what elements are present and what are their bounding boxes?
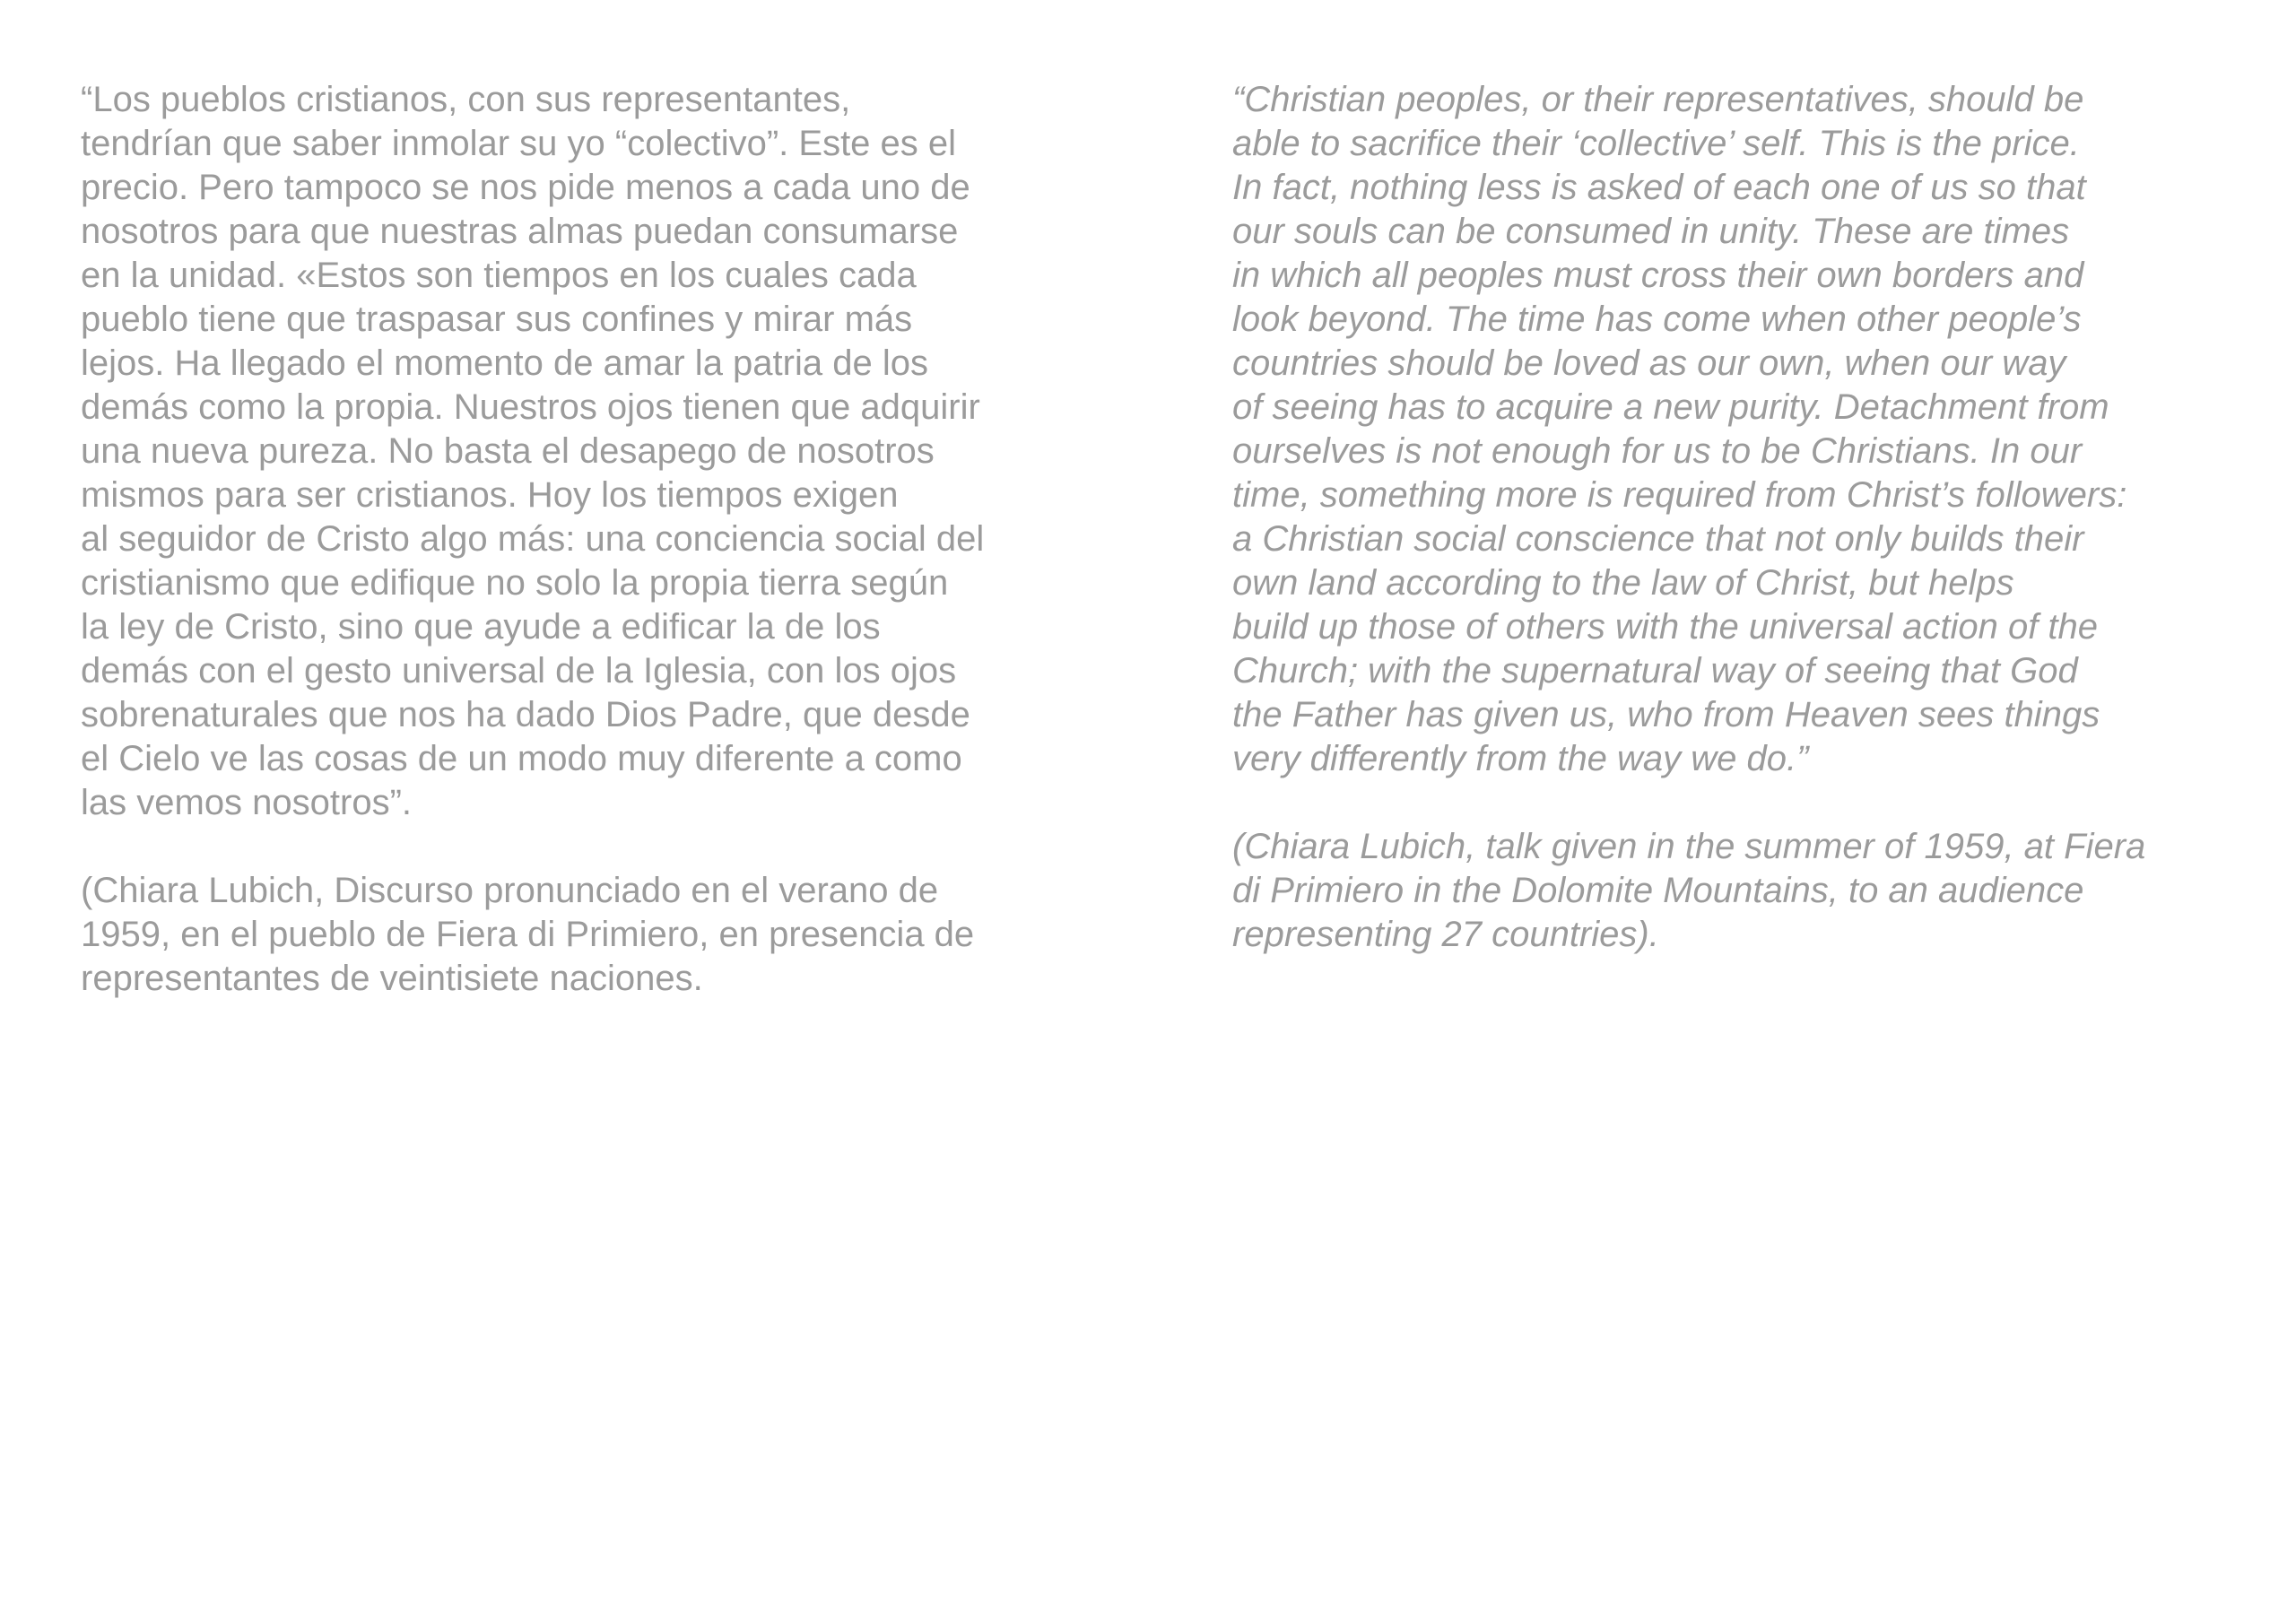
english-quote xyxy=(1232,78,2291,781)
text-line: look beyond. The time has come when other people’s xyxy=(1232,300,2082,339)
text-line: “Christian peoples, or their representatives, should be xyxy=(1232,80,2084,119)
text-line: mismos para ser cristianos. Hoy los tiempos exigen xyxy=(81,475,899,515)
text-line: In fact, nothing less is asked of each one of us so that xyxy=(1232,168,2086,207)
text-line: nosotros para que nuestras almas puedan consumarse xyxy=(81,212,959,251)
text-line: time, something more is required from Christ’s followers: xyxy=(1232,475,2127,515)
text-line: lejos. Ha llegado el momento de amar la patria de los xyxy=(81,343,928,383)
english-citation xyxy=(1232,825,2291,957)
text-line: Church; with the supernatural way of seeing that God xyxy=(1232,651,2078,691)
text-line: the Father has given us, who from Heaven sees things xyxy=(1232,695,2100,734)
text-line: demás como la propia. Nuestros ojos tienen que adquirir xyxy=(81,387,980,427)
english-column xyxy=(1232,78,2291,957)
text-line: a Christian social conscience that not only builds their xyxy=(1232,519,2084,559)
text-line: di Primiero in the Dolomite Mountains, to an audience xyxy=(1232,871,2084,910)
text-line: of seeing has to acquire a new purity. Detachment from xyxy=(1232,387,2109,427)
text-line: very differently from the way we do.” xyxy=(1232,739,1809,778)
text-line: las vemos nosotros”. xyxy=(81,783,413,822)
text-line: precio. Pero tampoco se nos pide menos a cada uno de xyxy=(81,168,970,207)
paragraph-gap xyxy=(1232,781,2291,825)
text-line: demás con el gesto universal de la Iglesia, con los ojos xyxy=(81,651,957,691)
text-line: ourselves is not enough for us to be Christians. In our xyxy=(1232,431,2083,471)
text-line: el Cielo ve las cosas de un modo muy diferente a como xyxy=(81,739,962,778)
text-line: una nueva pureza. No basta el desapego de nosotros xyxy=(81,431,935,471)
text-line: sobrenaturales que nos ha dado Dios Padre, que desde xyxy=(81,695,970,734)
text-line: representantes de veintisiete naciones. xyxy=(81,959,703,998)
text-line: “Los pueblos cristianos, con sus representantes, xyxy=(81,80,851,119)
text-line: countries should be loved as our own, when our way xyxy=(1232,343,2066,383)
spanish-quote xyxy=(81,78,1121,825)
text-line: build up those of others with the universal action of the xyxy=(1232,607,2099,647)
text-line: in which all peoples must cross their own borders and xyxy=(1232,256,2084,295)
text-line: 1959, en el pueblo de Fiera di Primiero, en presencia de xyxy=(81,915,975,954)
text-line: (Chiara Lubich, Discurso pronunciado en el verano de xyxy=(81,871,939,910)
text-line: own land according to the law of Christ, but helps xyxy=(1232,563,2014,603)
text-line: representing 27 countries). xyxy=(1232,915,1659,954)
text-line: al seguidor de Cristo algo más: una conciencia social del xyxy=(81,519,985,559)
text-line: our souls can be consumed in unity. These are times xyxy=(1232,212,2070,251)
spanish-citation xyxy=(81,869,1121,1001)
text-line: (Chiara Lubich, talk given in the summer of 1959, at Fiera xyxy=(1232,827,2146,866)
text-line: cristianismo que edifique no solo la propia tierra según xyxy=(81,563,949,603)
text-line: en la unidad. «Estos son tiempos en los cuales cada xyxy=(81,256,917,295)
text-line: able to sacrifice their ‘collective’ self. This is the price. xyxy=(1232,124,2080,163)
text-line: tendrían que saber inmolar su yo “colectivo”. Este es el xyxy=(81,124,957,163)
paragraph-gap xyxy=(81,825,1121,869)
text-line: pueblo tiene que traspasar sus confines y mirar más xyxy=(81,300,913,339)
text-line: la ley de Cristo, sino que ayude a edificar la de los xyxy=(81,607,881,647)
spanish-column xyxy=(81,78,1121,1001)
